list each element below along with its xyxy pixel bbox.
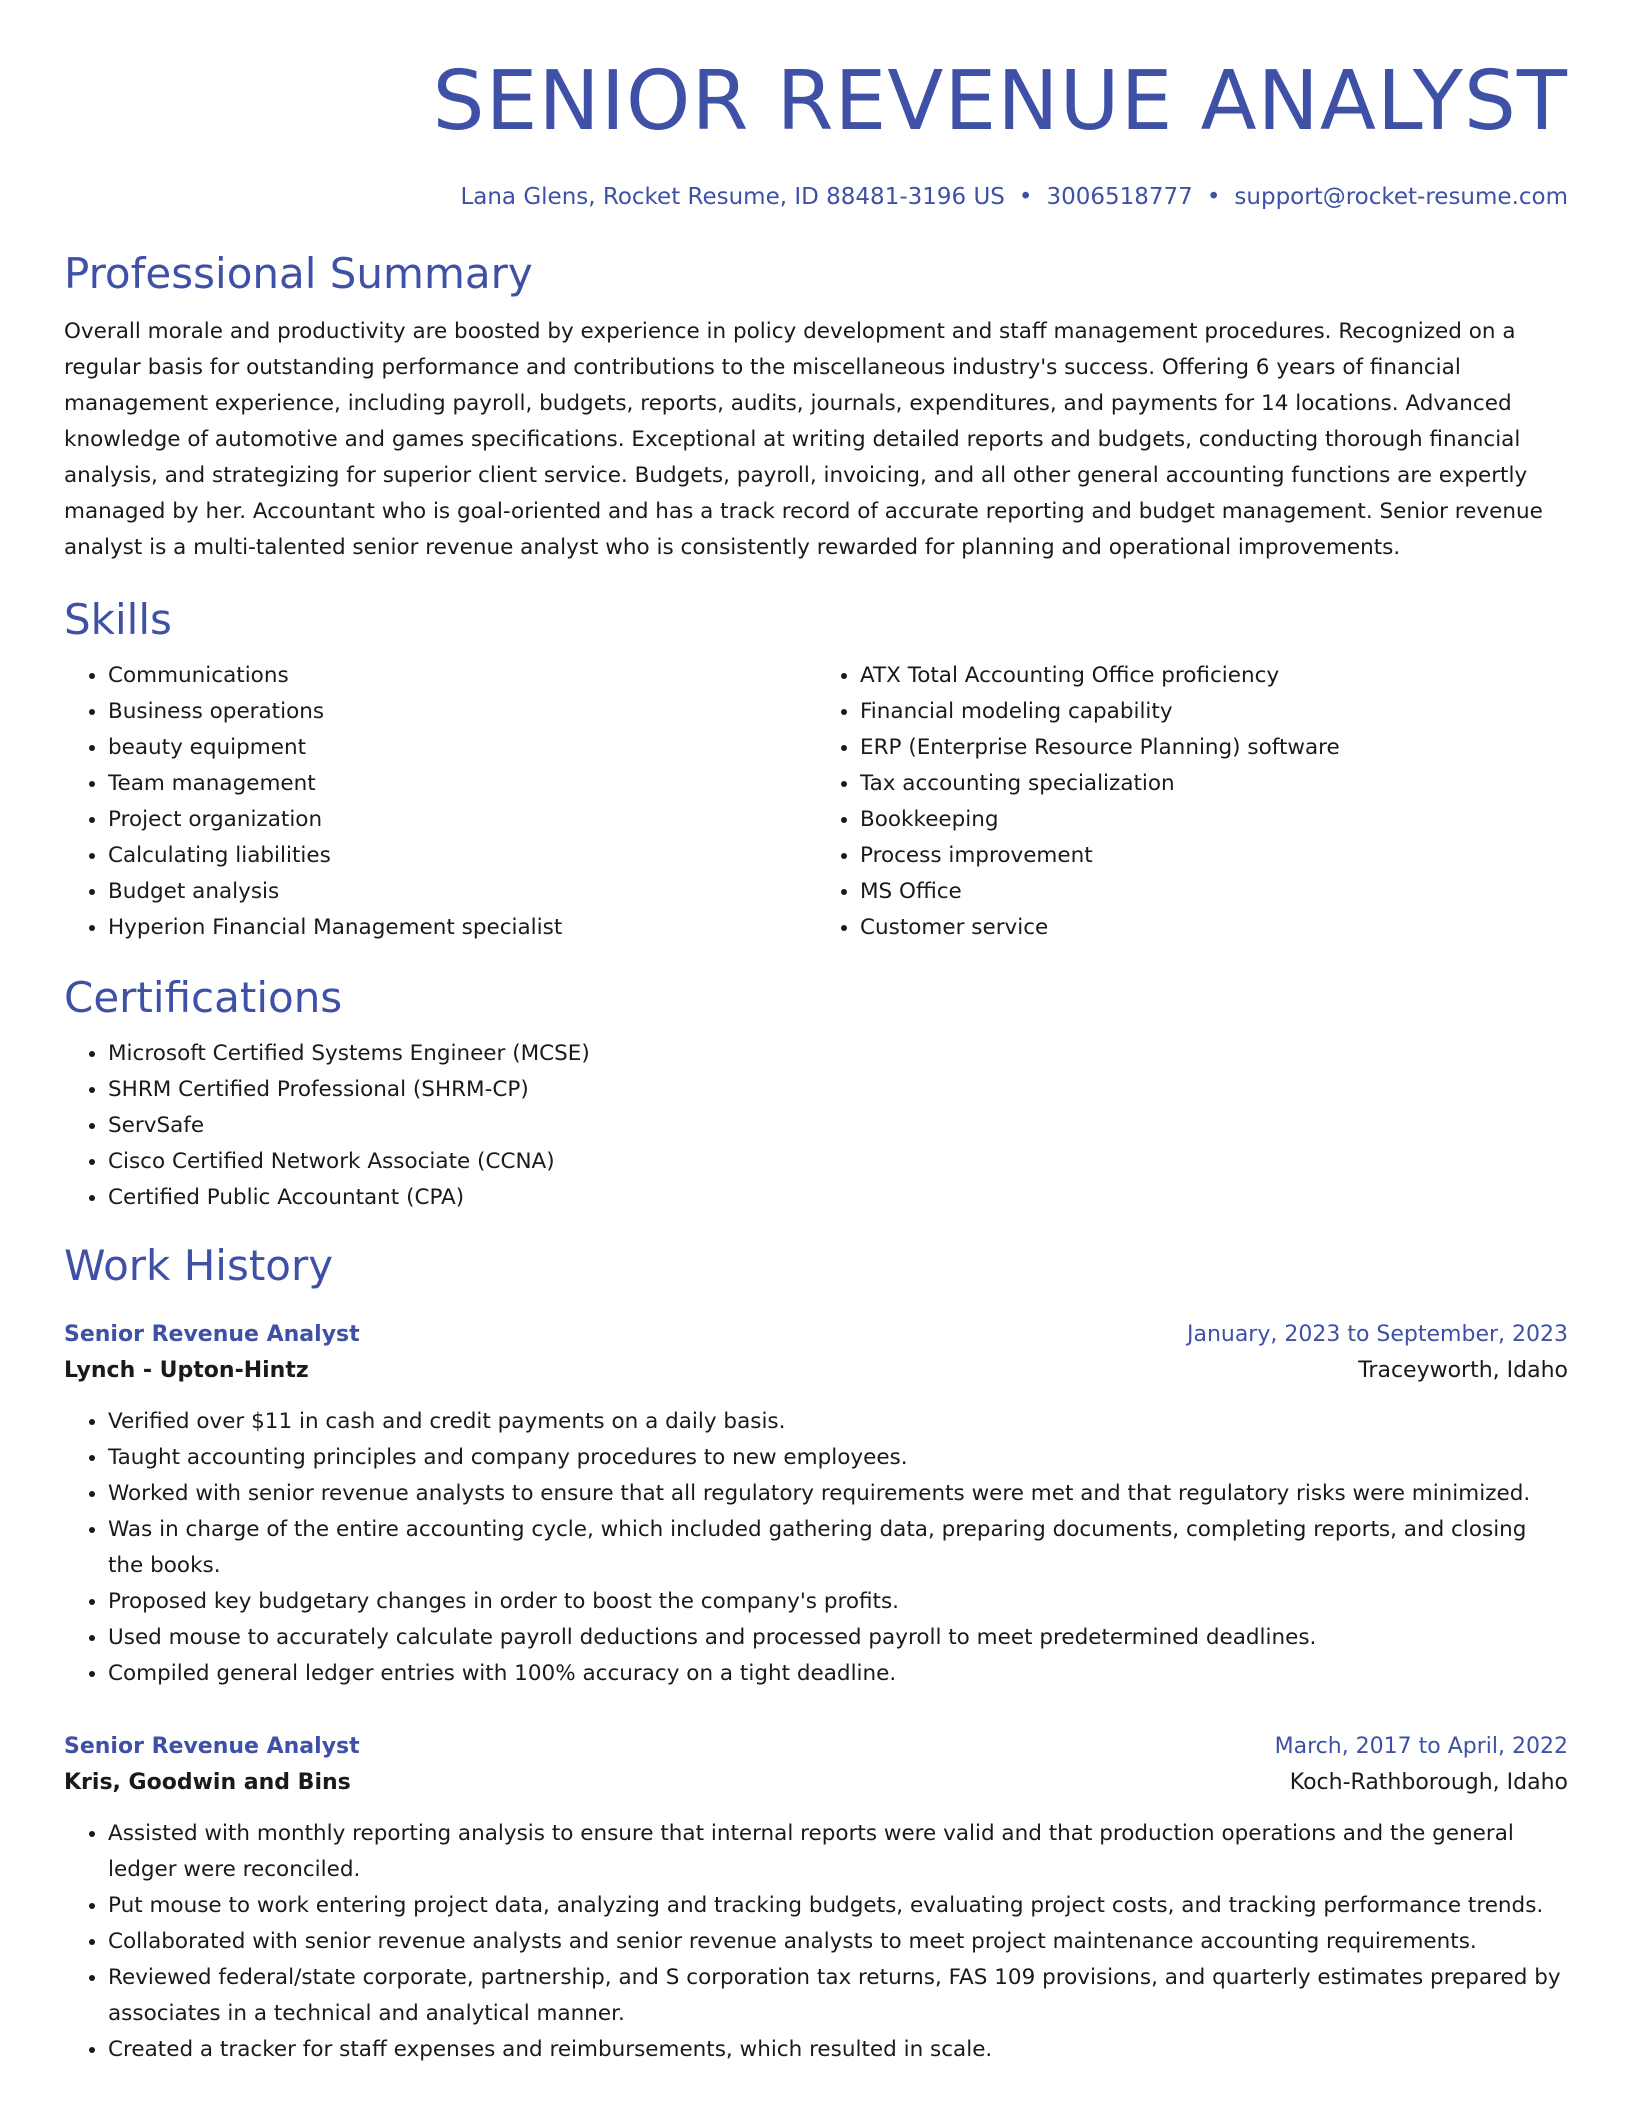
summary-text: Overall morale and productivity are boosted by experience in policy development and staff management procedures. Recognized on a regular basis for outstanding performance and contributions to the miscellaneous industry's success. Offering 6 years of financial management experience, including payroll, budgets, reports, audits, journals, expenditures, and payments for 14 locations. Advanced knowledge of automotive and games specifications. Exceptional at writing detailed reports and budgets, conducting thorough financial analysis, and strategizing for superior client service. Budgets, payroll, invoicing, and all other general accounting functions are expertly managed by her. Accountant who is goal-oriented and has a track record of accurate reporting and budget management. Senior revenue analyst is a multi-talented senior revenue analyst who is consistently rewarded for planning and operational improvements. (64, 319, 1543, 560)
job-bullet: • Put mouse to work entering project data, analyzing and tracking budgets, evaluating project costs, and tracking performance trends. (108, 1888, 1568, 1924)
job-company: Kris, Goodwin and Bins (64, 1770, 351, 1795)
skills-column-left (64, 658, 816, 946)
contact-separator: • (1018, 184, 1033, 210)
certifications-heading: Certifications (64, 973, 343, 1022)
job-bullet: • Created a tracker for staff expenses and reimbursements, which resulted in scale. (108, 2032, 1568, 2068)
skills-heading: Skills (64, 595, 172, 644)
job-dates: March, 2017 to April, 2022 (1274, 1734, 1568, 1759)
job-location: Koch-Rathborough, Idaho (1289, 1770, 1568, 1795)
job-entry (64, 1730, 1568, 2068)
certification-item: • SHRM Certified Professional (SHRM-CP) (108, 1072, 1568, 1108)
job-dates: January, 2023 to September, 2023 (1186, 1322, 1568, 1347)
job-title-row (64, 1730, 1568, 1764)
job-bullet: • Taught accounting principles and company procedures to new employees. (108, 1440, 1568, 1476)
skill-item: • beauty equipment (108, 730, 816, 766)
skill-item: • ERP (Enterprise Resource Planning) software (860, 730, 1568, 766)
skill-item: • Hyperion Financial Management specialist (108, 910, 816, 946)
job-bullet: • Was in charge of the entire accounting cycle, which included gathering data, preparing documents, completing reports, and closing the books. (108, 1512, 1568, 1584)
job-bullets (64, 1816, 1568, 2068)
job-bullet: • Used mouse to accurately calculate payroll deductions and processed payroll to meet predetermined deadlines. (108, 1620, 1568, 1656)
contact-email[interactable]: support@rocket-resume.com (1234, 184, 1568, 210)
skill-item: • Financial modeling capability (860, 694, 1568, 730)
skill-item: • Tax accounting specialization (860, 766, 1568, 802)
skill-item: • Business operations (108, 694, 816, 730)
contact-address: Lana Glens, Rocket Resume, ID 88481-3196 US (460, 184, 1005, 210)
job-bullet: • Compiled general ledger entries with 100% accuracy on a tight deadline. (108, 1656, 1568, 1692)
skill-item: • MS Office (860, 874, 1568, 910)
skill-item: • Calculating liabilities (108, 838, 816, 874)
job-bullet: • Proposed key budgetary changes in order to boost the company's profits. (108, 1584, 1568, 1620)
skill-item: • Customer service (860, 910, 1568, 946)
job-company-row (64, 1352, 1568, 1390)
skills-list (64, 658, 1568, 946)
skills-column-right (816, 658, 1568, 946)
skill-item: • Process improvement (860, 838, 1568, 874)
skill-item: • Project organization (108, 802, 816, 838)
certification-item: • Certified Public Accountant (CPA) (108, 1180, 1568, 1216)
skill-item: • Team management (108, 766, 816, 802)
work-history-heading: Work History (64, 1241, 334, 1290)
contact-line (64, 182, 1568, 212)
job-bullet: • Collaborated with senior revenue analysts and senior revenue analysts to meet project maintenance accounting requirements. (108, 1924, 1568, 1960)
job-title: Senior Revenue Analyst (64, 1734, 360, 1759)
contact-phone[interactable]: 3006518777 (1046, 184, 1193, 210)
skill-item: • ATX Total Accounting Office proficiency (860, 658, 1568, 694)
job-bullet: • Worked with senior revenue analysts to ensure that all regulatory requirements were met and that regulatory risks were minimized. (108, 1476, 1568, 1512)
resume-header (64, 0, 1568, 212)
page-title: SENIOR REVENUE ANALYST (432, 54, 1568, 149)
certification-item: • Cisco Certified Network Associate (CCNA) (108, 1144, 1568, 1180)
job-bullet: • Assisted with monthly reporting analysis to ensure that internal reports were valid and that production operations and the general ledger were reconciled. (108, 1816, 1568, 1888)
job-bullets (64, 1404, 1568, 1692)
summary-heading: Professional Summary (64, 249, 533, 298)
job-bullet: • Verified over $11 in cash and credit payments on a daily basis. (108, 1404, 1568, 1440)
skill-item: • Communications (108, 658, 816, 694)
job-company-row (64, 1764, 1568, 1802)
certification-item: • ServSafe (108, 1108, 1568, 1144)
job-title-row (64, 1318, 1568, 1352)
certifications-list (64, 1036, 1568, 1216)
skill-item: • Bookkeeping (860, 802, 1568, 838)
job-bullet: • Reviewed federal/state corporate, partnership, and S corporation tax returns, FAS 109 provisions, and quarterly estimates prepared by associates in a technical and analytical manner. (108, 1960, 1568, 2032)
contact-separator: • (1206, 184, 1221, 210)
job-entry (64, 1318, 1568, 1692)
resume-page (64, 0, 1568, 2068)
job-title: Senior Revenue Analyst (64, 1322, 360, 1347)
job-company: Lynch - Upton-Hintz (64, 1358, 309, 1383)
job-location: Traceyworth, Idaho (1358, 1358, 1568, 1383)
skill-item: • Budget analysis (108, 874, 816, 910)
certification-item: • Microsoft Certified Systems Engineer (MCSE) (108, 1036, 1568, 1072)
